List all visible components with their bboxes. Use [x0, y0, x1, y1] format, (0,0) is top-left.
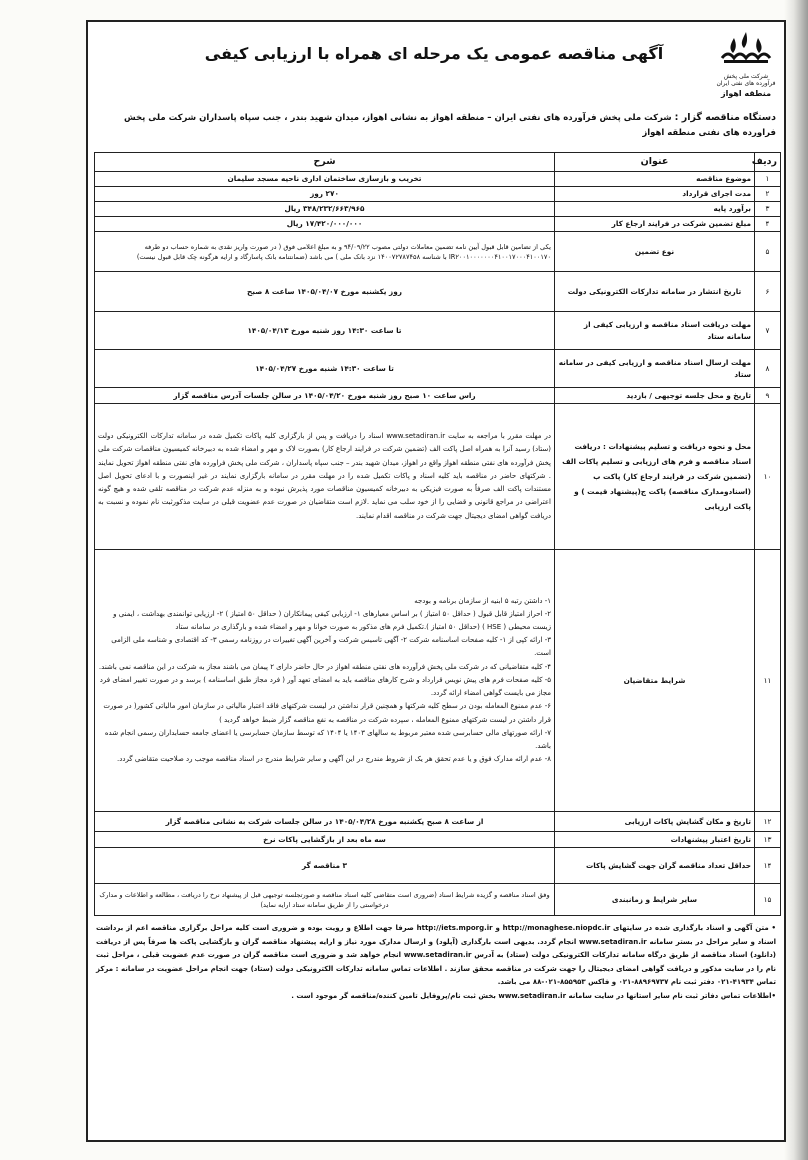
row-subject: سایر شرایط و زمانبندی — [555, 884, 755, 916]
row-description: راس ساعت ۱۰ صبح روز شنبه مورخ ۱۴۰۵/۰۴/۲۰ در سالن جلسات آدرس مناقصه گزار — [95, 388, 555, 404]
condition-item: ۵- کلیه صفحات فرم های پیش نویس قرارداد و شرح کارهای مناقصه باید به امضای تعهد آور ( فرد مجاز طبق اساسنامه ) برسد و در صورت تغییر امضای فرد مجاز می بایست گواهی امضاء ارائه گردد. — [99, 675, 551, 698]
row-number: ۹ — [755, 388, 781, 404]
row-description: از ساعت ۸ صبح یکشنبه مورخ ۱۴۰۵/۰۴/۲۸ در سالن جلسات شرکت به نشانی مناقصه گزار — [95, 812, 555, 832]
niopdc-flame-icon — [714, 28, 778, 68]
row-description: تخریب و بازسازی ساختمان اداری ناحیه مسجد سلیمان — [95, 172, 555, 187]
table-row — [95, 187, 781, 202]
footer-note: •اطلاعات تماس دفاتر ثبت نام سایر استانها در سایت سامانه www.setadiran.ir بخش ثبت نام/پروفایل تامین کننده/مناقصه گر موجود است . — [291, 991, 776, 1000]
company-logo — [714, 28, 778, 100]
table-row — [95, 388, 781, 404]
row-subject: مدت اجرای قرارداد — [555, 187, 755, 202]
row-description: یکی از تضامین قابل قبول آیین نامه تضمین معاملات دولتی مصوب ۹۴/۰۹/۲۲ و به مبلغ اعلامی فوق ( در صورت واریز نقدی به شماره حساب دو طرفه IR۲۰۰۱۰۰۰۰۰۰۰۴۱۰۰۱۷۰۰۰۴۱۰۰۱۷۰ با شناسه ۱۴۰۰۷۲۷۸۷۴۵۸ نزد بانک ملی ) می باشد (ضمانتنامه بانک پاسارگاد و ارایه هرگونه چک قابل قبول نیست) — [95, 232, 555, 272]
table-row — [95, 832, 781, 848]
row-number: ۱۱ — [755, 550, 781, 812]
row-subject: برآورد پایه — [555, 202, 755, 217]
row-description-list — [95, 550, 555, 812]
table-row — [95, 550, 781, 812]
notice-title: آگهی مناقصه عمومی یک مرحله ای همراه با ارزیابی کیفی — [204, 44, 664, 63]
table-row — [95, 312, 781, 350]
table-row — [95, 884, 781, 916]
row-description: ۲۷۰ روز — [95, 187, 555, 202]
table-row — [95, 272, 781, 312]
scan-shadow-edge — [784, 0, 808, 1160]
notice-header — [88, 22, 784, 106]
condition-item: ۷- ارائه صورتهای مالی حسابرسی شده معتبر مربوط به سالهای ۱۴۰۳ یا ۱۴۰۴ که توسط سازمان حسابرسی یا اعضای جامعه حسابداران رسمی انجام شده باشد. — [104, 728, 551, 750]
header-row-number: ردیف — [755, 153, 781, 172]
row-number: ۱۰ — [755, 404, 781, 550]
row-number: ۵ — [755, 232, 781, 272]
table-header-row — [95, 153, 781, 172]
notice-sheet — [86, 20, 786, 1142]
tender-details-table — [94, 152, 781, 916]
condition-item: ۳- ارائه کپی از ۱- کلیه صفحات اساسنامه شرکت ۲- آگهی تاسیس شرکت و آخرین آگهی تغییرات در روزنامه رسمی ۳- کد اقتصادی و شناسه ملی الزامی است. — [111, 636, 551, 658]
table-row — [95, 232, 781, 272]
table-row — [95, 350, 781, 388]
row-subject: نوع تضمین — [555, 232, 755, 272]
row-number: ۱ — [755, 172, 781, 187]
row-description: در مهلت مقرر با مراجعه به سایت www.setadiran.ir اسناد را دریافت و پس از بارگزاری کلیه پاکات تکمیل شده در سامانه تدارکات الکترونیکی دولت (ستاد) رسید آنرا به همراه اصل پاکت الف (تضمین شرکت در فرایند ارجاع کار) بصورت لاک و مهر و امضاء شده به دبیرخانه کمیسیون مناقصات شرکت ملی پخش فرآورده های نفتی منطقه اهواز واقع در اهواز، میدان شهید بندر – جنب سپاه پاسداران ، شرکت ملی پخش فراورده های نفتی منطقه اهواز تحویل نمایند . شرکتهای حاضر در مناقصه باید کلیه اسناد و پاکات تکمیل شده را در مهلت مقرر در سامانه بارگزاری نمایند در غیر اینصورت و با ادعای تحویل اصل مستندات پاکت الف صرفاً به صورت فیزیکی به دبیرخانه کمیسیون مناقصات مورد پذیرش نبوده و به منزله عدم شرکت در مناقصه تلقی شده و هیچ گونه اعتراضی در مراجع قانونی و قضایی را از خود سلب می نماید .لازم است متقاضیان در صورت عدم عضویت قبلی در سایت مذکورثبت نام نموده و نسبت به دریافت گواهی امضای دیجیتال جهت شرکت در مناقصه اقدام نمایند. — [95, 404, 555, 550]
table-row — [95, 812, 781, 832]
row-number: ۳ — [755, 202, 781, 217]
row-description: ۳۴۸/۲۳۲/۶۶۳/۹۶۵ ریال — [95, 202, 555, 217]
row-number: ۸ — [755, 350, 781, 388]
condition-item: ۴- کلیه متقاضیانی که در شرکت ملی پخش فرآورده های نفتی منطقه اهواز در حال حاضر دارای ۲ پیمان می باشند مجاز به شرکت در این مناقصه نمی باشند. — [98, 662, 551, 671]
row-subject: محل و نحوه دریافت و تسلیم پیشنهادات : دریافت اسناد مناقصه و فرم های ارزیابی و تسلیم پاکات الف (تضمین شرکت در فرایند ارجاع کار) پاکت ب (اسنادومدارک مناقصه) پاکت ج(پیشنهاد قیمت ) و پاکت ارزیابی — [555, 404, 755, 550]
row-description: تا ساعت ۱۴:۳۰ شنبه مورخ ۱۴۰۵/۰۴/۲۷ — [95, 350, 555, 388]
row-subject: تاریخ اعتبار پیشنهادات — [555, 832, 755, 848]
row-description: وفق اسناد مناقصه و گزیده شرایط اسناد (ضروری است متقاضی کلیه اسناد مناقصه و صورتجلسه توجیهی قبل از پیشنهاد نرخ را دریافت ، مطالعه و اطلاعات و مدارک درخواستی را از طریق سامانه ستاد ارایه نماید) — [95, 884, 555, 916]
logo-region-name: منطقه اهواز — [720, 89, 772, 98]
header-description: شرح — [95, 153, 555, 172]
row-subject: مهلت ارسال اسناد مناقصه و ارزیابی کیفی در سامانه ستاد — [555, 350, 755, 388]
organization-label: دستگاه مناقصه گزار : — [674, 112, 776, 123]
row-description: تا ساعت ۱۴:۳۰ روز شنبه مورخ ۱۴۰۵/۰۴/۱۳ — [95, 312, 555, 350]
footer-note: • متن آگهی و اسناد بارگذاری شده در سایتهای http://monaghese.niopdc.ir و http://iets.mporg.ir صرفا جهت اطلاع و رویت بوده و ضروری است کلیه مراحل برگزاری مناقصه اعم از برداشت اسناد و سایر مراحل در بستر سامانه www.setadiran.ir انجام گردد. بدیهی است بارگذاری (آپلود) و ارسال مدارک مورد نیاز و ارایه پیشنهاد مناقصه گران و بازگشایی پاکت ها صرفاً پس از دریافت (دانلود) اسناد مناقصه از طریق درگاه سامانه تدارکات الکترونیکی دولت (ستاد) به آدرس www.setadiran.ir انجام خواهد شد و ضروری است مناقصه گران در صورت عدم عضویت قبلی ، مراحل ثبت نام را در سایت مذکور و دریافت گواهی امضای دیجیتال را جهت شرکت در مناقصه محقق سازند . اطلاعات تماس سامانه تدارکات الکترونیکی دولت (ستاد) جهت انجام مراحل عضویت در سامانه : مرکز تماس ۴۱۹۳۴-۰۲۱ دفتر ثبت نام ۸۸۹۶۹۷۳۷-۰۲۱ و فاکس ۸۵۵۹۵۳-۰۲۱-۸۸ می باشد. — [96, 924, 776, 986]
row-subject: تاریخ انتشار در سامانه تدارکات الکترونیکی دولت — [555, 272, 755, 312]
row-number: ۱۴ — [755, 848, 781, 884]
row-subject: مهلت دریافت اسناد مناقصه و ارزیابی کیفی از سامانه ستاد — [555, 312, 755, 350]
tendering-organization — [96, 110, 776, 141]
row-number: ۱۳ — [755, 832, 781, 848]
row-subject: مبلغ تضمین شرکت در فرایند ارجاع کار — [555, 217, 755, 232]
table-row — [95, 202, 781, 217]
condition-item: ۸- عدم ارائه مدارک فوق و یا عدم تحقق هر یک از شروط مندرج در این آگهی و سایر شرایط مندرج در اسناد مناقصه موجب رد صلاحیت متقاضی گردد. — [116, 755, 551, 764]
row-number: ۶ — [755, 272, 781, 312]
row-number: ۲ — [755, 187, 781, 202]
table-row — [95, 848, 781, 884]
row-number: ۷ — [755, 312, 781, 350]
row-number: ۱۲ — [755, 812, 781, 832]
table-row — [95, 404, 781, 550]
row-description: ۱۷/۴۲۰/۰۰۰/۰۰۰ ریال — [95, 217, 555, 232]
row-subject: تاریخ و محل جلسه توجیهی / بازدید — [555, 388, 755, 404]
row-description: سه ماه بعد از بازگشایی پاکات نرخ — [95, 832, 555, 848]
header-subject: عنوان — [555, 153, 755, 172]
organization-text: شرکت ملی پخش فرآورده های نفتی ایران – منطقه اهواز به نشانی اهواز، میدان شهید بندر ، جنب سپاه پاسداران شرکت ملی پخش فراورده های نفتی منطقه اهواز — [123, 113, 776, 138]
notice-footer — [96, 922, 776, 1003]
table-row — [95, 172, 781, 187]
row-subject: حداقل تعداد مناقصه گران جهت گشایش پاکات — [555, 848, 755, 884]
row-description: ۳ مناقصه گر — [95, 848, 555, 884]
row-number: ۱۵ — [755, 884, 781, 916]
condition-item: ۱- داشتن رتبه ۵ ابنیه از سازمان برنامه و بودجه — [414, 596, 551, 605]
row-subject: شرایط متقاضیان — [555, 550, 755, 812]
row-description: روز یکشنبه مورخ ۱۴۰۵/۰۴/۰۷ ساعت ۸ صبح — [95, 272, 555, 312]
row-number: ۴ — [755, 217, 781, 232]
row-subject: موضوع مناقصه — [555, 172, 755, 187]
condition-item: ۶- عدم ممنوع المعامله بودن در سطح کلیه شرکتها و همچنین قرار نداشتن در لیست شرکتهای فاقد اعتبار مالیاتی در سازمان امور مالیاتی کشور( در صورت قرار داشتن در لیست شرکتهای ممنوع المعامله ، سپرده شرکت در مناقصه به نفع مناقصه گزار ضبط خواهد گردید ) — [103, 702, 551, 724]
condition-item: ۲- احراز امتیاز قابل قبول ( حداقل ۵۰ امتیاز ) بر اساس معیارهای ۱- ارزیابی کیفی پیمانکاران ( حداقل ۵۰ امتیاز ) ۲- ارزیابی توانمندی بهداشت ، ایمنی و زیست محیطی ( HSE ) (حداقل ۵۰ امتیاز ).تکمیل فرم های مذکور به صورت خوانا و مهر و امضاء شده و بارگذاری در سامانه ستاد — [113, 609, 551, 632]
table-row — [95, 217, 781, 232]
row-subject: تاریخ و مکان گشایش پاکات ارزیابی — [555, 812, 755, 832]
logo-company-name: شرکت ملی پخش فرآورده های نفتی ایران — [716, 73, 776, 87]
